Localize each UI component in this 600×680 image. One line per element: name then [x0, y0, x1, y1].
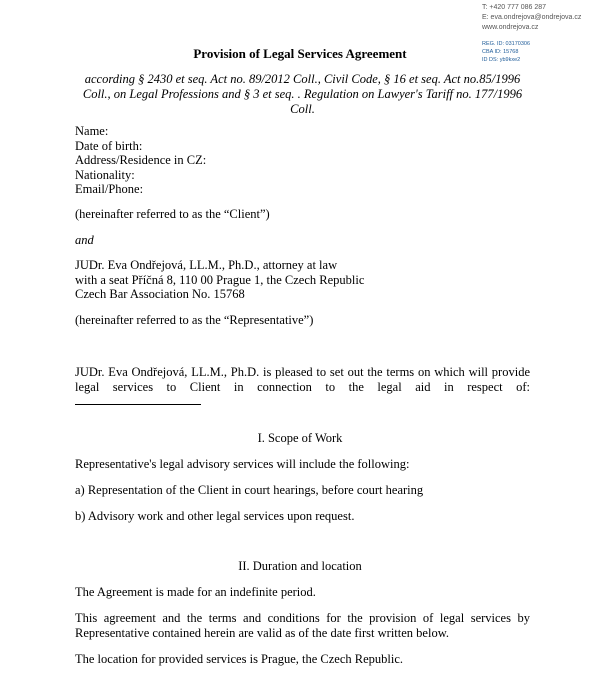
- rep-line: JUDr. Eva Ondřejová, LL.M., Ph.D., attorney at law: [75, 258, 338, 272]
- client-ref: (hereinafter referred to as the “Client”): [75, 207, 270, 221]
- rep-ref: (hereinafter referred to as the “Representative”): [75, 313, 314, 327]
- s2-line: This agreement and the terms and conditions for the provision of legal services by Representative contained herein are valid as of the date first written below.: [75, 611, 530, 640]
- intro-text: JUDr. Eva Ondřejová, LL.M., Ph.D. is pleased to set out the terms on which will provide legal services to Client in connection to the legal aid in respect of:: [75, 365, 530, 394]
- website: www.ondrejova.cz: [482, 24, 539, 31]
- intro-paragraph: [75, 365, 530, 409]
- blank-line: [75, 394, 201, 405]
- and-text: and: [75, 233, 94, 247]
- reg-id: REG. ID: 03170306: [482, 41, 531, 47]
- rep-line: Czech Bar Association No. 15768: [75, 287, 245, 301]
- section-1-heading: I. Scope of Work: [257, 431, 343, 445]
- s1-line: a) Representation of the Client in court hearings, before court hearing: [75, 483, 424, 497]
- s2-line: The Agreement is made for an indefinite period.: [75, 585, 316, 599]
- s1-line: b) Advisory work and other legal services upon request.: [75, 509, 355, 523]
- phone: T: +420 777 086 287: [482, 4, 547, 11]
- client-field: Name:: [75, 124, 109, 138]
- client-field: Date of birth:: [75, 138, 143, 153]
- s2-line: The location for provided services is Prague, the Czech Republic.: [75, 652, 404, 666]
- section-2-heading: II. Duration and location: [238, 559, 362, 573]
- document-subtitle: according § 2430 et seq. Act no. 89/2012 Coll., Civil Code, § 16 et seq. Act no.85/1996 Coll., on Legal Professions and § 3 et seq. . Regulation on Lawyer's Tariff no. 177/1996 Coll.: [82, 72, 523, 116]
- client-field: Email/Phone:: [75, 182, 144, 196]
- ds-id: ID DS: yb9kxe2: [482, 57, 521, 63]
- cba-id: CBA ID: 15768: [482, 49, 519, 55]
- client-field: Nationality:: [75, 167, 135, 182]
- document-title: Provision of Legal Services Agreement: [193, 46, 407, 61]
- s1-line: Representative's legal advisory services will include the following:: [75, 457, 410, 471]
- rep-line: with a seat Příčná 8, 110 00 Prague 1, the Czech Republic: [75, 272, 365, 287]
- client-fields: [75, 124, 530, 197]
- contact-info: [482, 3, 581, 33]
- representative-block: [75, 258, 530, 302]
- client-field: Address/Residence in CZ:: [75, 153, 207, 167]
- email: E: eva.ondrejova@ondrejova.cz: [482, 14, 582, 21]
